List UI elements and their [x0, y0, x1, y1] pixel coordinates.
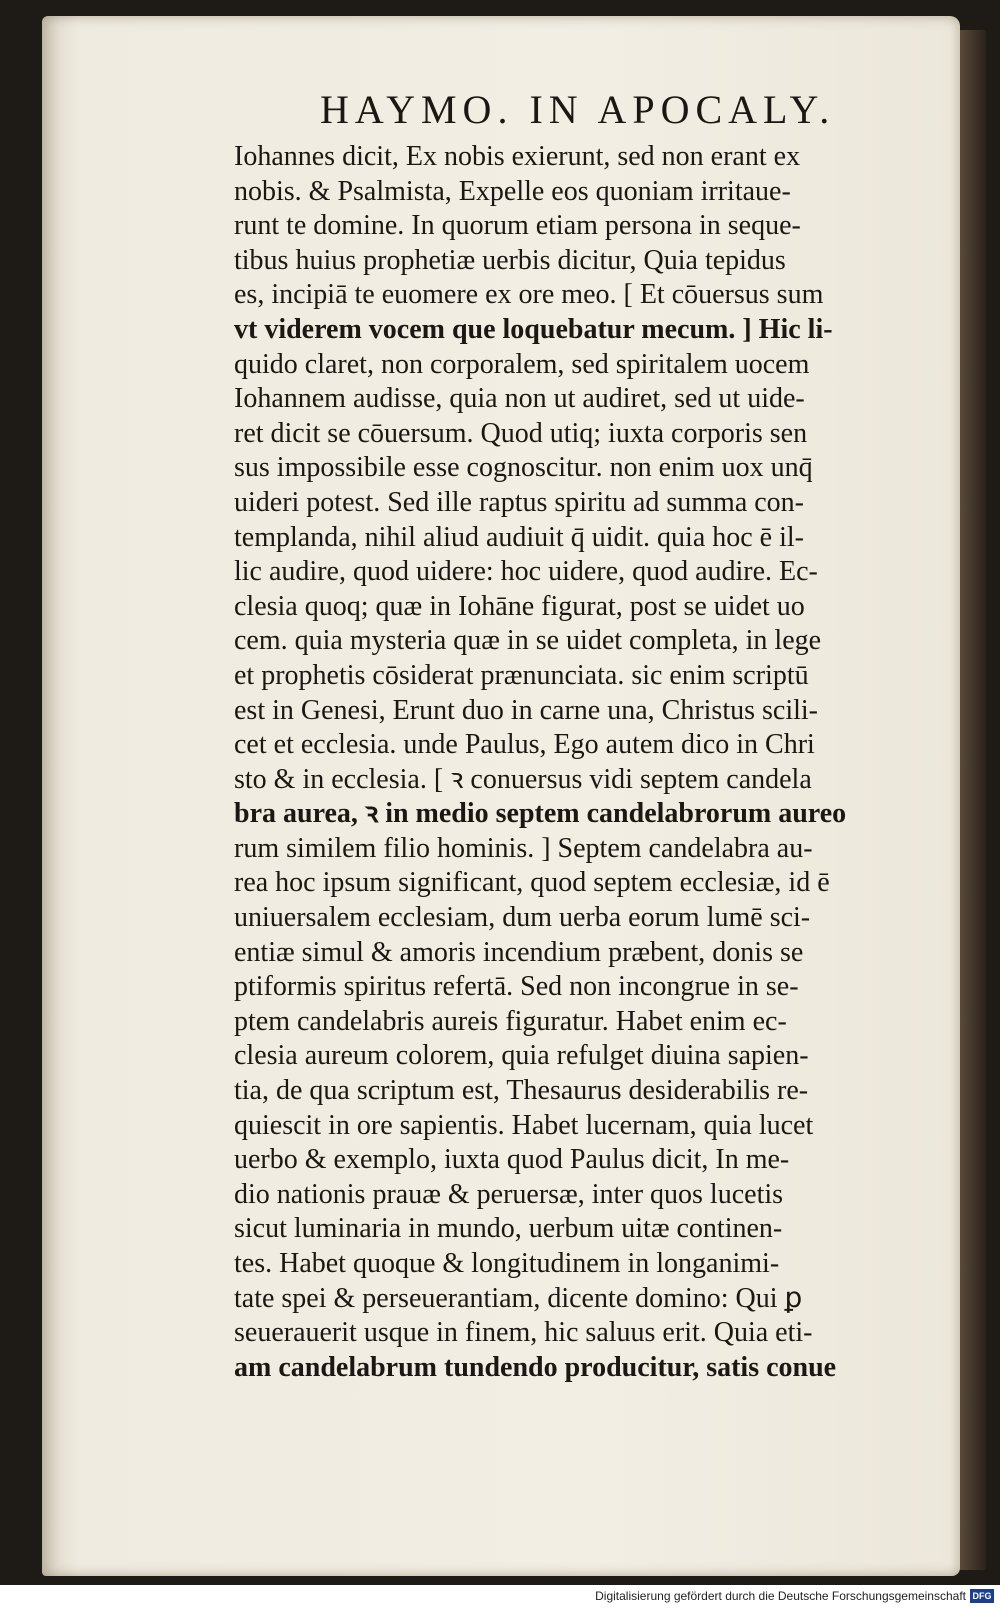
- book-edge: [960, 30, 986, 1570]
- text-line: vt viderem vocem que loquebatur mecum. ] Hic li-: [234, 313, 833, 345]
- text-line: tia, de qua scriptum est, Thesaurus desiderabilis re-: [234, 1075, 809, 1107]
- text-line: clesia quoq; quæ in Iohāne figurat, post se uidet uo: [234, 590, 805, 622]
- text-line: rea hoc ipsum significant, quod septem ecclesiæ, id ē: [234, 867, 830, 899]
- text-line: cet et ecclesia. unde Paulus, Ego autem dico in Chri: [234, 729, 815, 761]
- text-line: cem. quia mysteria quæ in se uidet completa, in lege: [234, 625, 822, 657]
- text-line: Iohannem audisse, quia non ut audiret, sed ut uide-: [234, 383, 805, 415]
- text-line: entiæ simul & amoris incendium præbent, donis se: [234, 936, 804, 968]
- text-line: uniuersalem ecclesiam, dum uerba eorum lumē sci-: [234, 902, 811, 934]
- text-line: runt te domine. In quorum etiam persona in seque-: [234, 210, 801, 242]
- dfg-logo: DFG: [970, 1589, 994, 1603]
- text-line: ptiformis spiritus refertā. Sed non incongrue in se-: [234, 971, 799, 1003]
- text-line: seuerauerit usque in finem, hic saluus erit. Quia eti-: [234, 1317, 813, 1349]
- text-line: bra aurea, ꝛ in medio septem candelabrorum aureo: [234, 798, 847, 830]
- text-line: nobis. & Psalmista, Expelle eos quoniam irritaue-: [234, 175, 791, 207]
- text-line: quido claret, non corporalem, sed spiritalem uocem: [234, 348, 810, 380]
- text-line: uideri potest. Sed ille raptus spiritu ad summa con-: [234, 486, 805, 518]
- text-line: dio nationis prauæ & peruersæ, inter quos lucetis: [234, 1178, 784, 1210]
- text-line: quiescit in ore sapientis. Habet lucernam, quia lucet: [234, 1109, 814, 1141]
- text-line: sus impossibile esse cognoscitur. non enim uox unq̄: [234, 452, 813, 484]
- text-line: tes. Habet quoque & longitudinem in longanimi-: [234, 1248, 780, 1279]
- text-line: uerbo & exemplo, iuxta quod Paulus dicit, In me-: [234, 1144, 790, 1176]
- text-line: tate spei & perseuerantiam, dicente domino: Qui ꝑ: [234, 1282, 803, 1314]
- text-line: sto & in ecclesia. [ ꝛ conuersus vidi septem candela: [234, 763, 812, 795]
- text-block: [234, 140, 954, 1385]
- text-line: am candelabrum tundendo producitur, satis conue: [234, 1351, 837, 1383]
- footer-credit: Digitalisierung gefördert durch die Deutsche Forschungsgemeinschaft: [595, 1589, 966, 1603]
- footer-bar: [0, 1585, 1000, 1608]
- text-line: es, incipiā te euomere ex ore meo. [ Et cōuersus sum: [234, 279, 824, 311]
- text-line: templanda, nihil aliud audiuit q̄ uidit. quia hoc ē il-: [234, 521, 804, 553]
- text-line: ret dicit se cōuersum. Quod utiq; iuxta corporis sen: [234, 417, 808, 449]
- running-head: HAYMO. IN APOCALY.: [320, 87, 836, 132]
- text-line: rum similem filio hominis. ] Septem candelabra au-: [234, 832, 813, 864]
- text-line: ptem candelabris aureis figuratur. Habet enim ec-: [234, 1005, 787, 1037]
- text-line: Iohannes dicit, Ex nobis exierunt, sed non erant ex: [234, 141, 801, 172]
- text-line: clesia aureum colorem, quia refulget diuina sapien-: [234, 1040, 809, 1072]
- text-line: est in Genesi, Erunt duo in carne una, Christus scili-: [234, 694, 818, 726]
- text-line: lic audire, quod uidere: hoc uidere, quod audire. Ec-: [234, 556, 818, 588]
- text-line: tibus huius prophetiæ uerbis dicitur, Quia tepidus: [234, 244, 786, 276]
- text-line: sicut luminaria in mundo, uerbum uitæ continen-: [234, 1213, 783, 1245]
- text-line: et prophetis cōsiderat prænunciata. sic enim scriptū: [234, 659, 809, 691]
